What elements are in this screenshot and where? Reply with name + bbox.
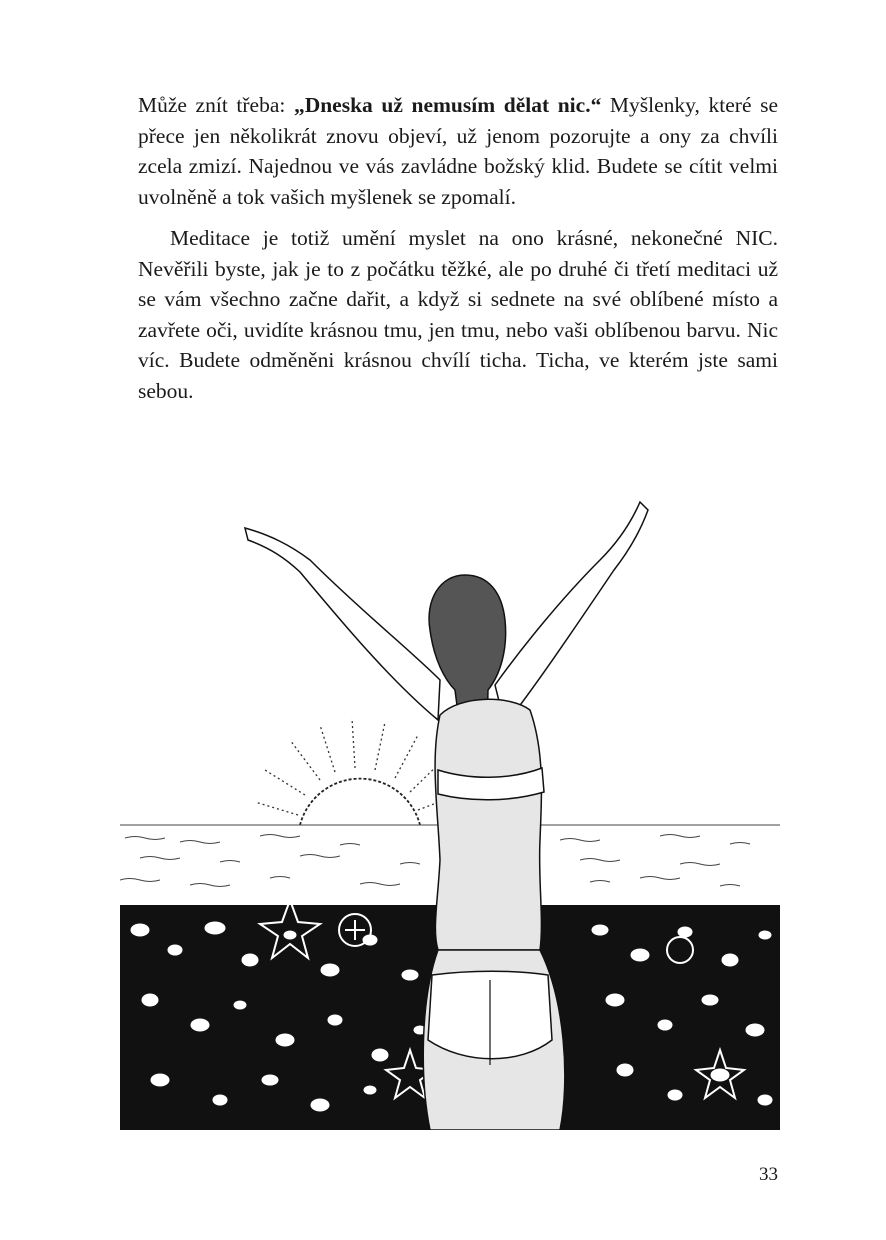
torso (435, 699, 541, 950)
left-arm (245, 528, 440, 720)
paragraph-1-rest: Myšlenky, které se přece jen několikrát znovu objeví, už jenom pozorujte a ony za chvíli zcela zmizí. Najednou ve vás zavládne božský klid. Budete se cítit velmi uvolněně a tok vašich myšlenek se zpomalí. (138, 93, 778, 209)
meditation-illustration (120, 480, 780, 1130)
paragraph-1 (138, 90, 778, 212)
page-number: 33 (759, 1164, 778, 1185)
sun (300, 779, 420, 825)
paragraph-1-bold-quote: „Dneska už nemusím dělat nic.“ (293, 93, 602, 117)
paragraph-2: Meditace je totiž umění myslet na ono krásné, nekonečné NIC. Nevěřili byste, jak je to z počátku těžké, ale po druhé či třetí meditaci už se vám všechno začne dařit, a když si sednete na své oblíbené místo a zavřete oči, uvidíte krásnou tmu, jen tmu, nebo vaši oblíbenou barvu. Nic víc. Budete odměněni krásnou chvílí ticha. Ticha, ve kterém jste sami sebou. (138, 226, 778, 403)
body-text (138, 90, 778, 406)
paragraph-1-lead: Může znít třeba: (138, 93, 294, 117)
right-arm (495, 502, 648, 725)
